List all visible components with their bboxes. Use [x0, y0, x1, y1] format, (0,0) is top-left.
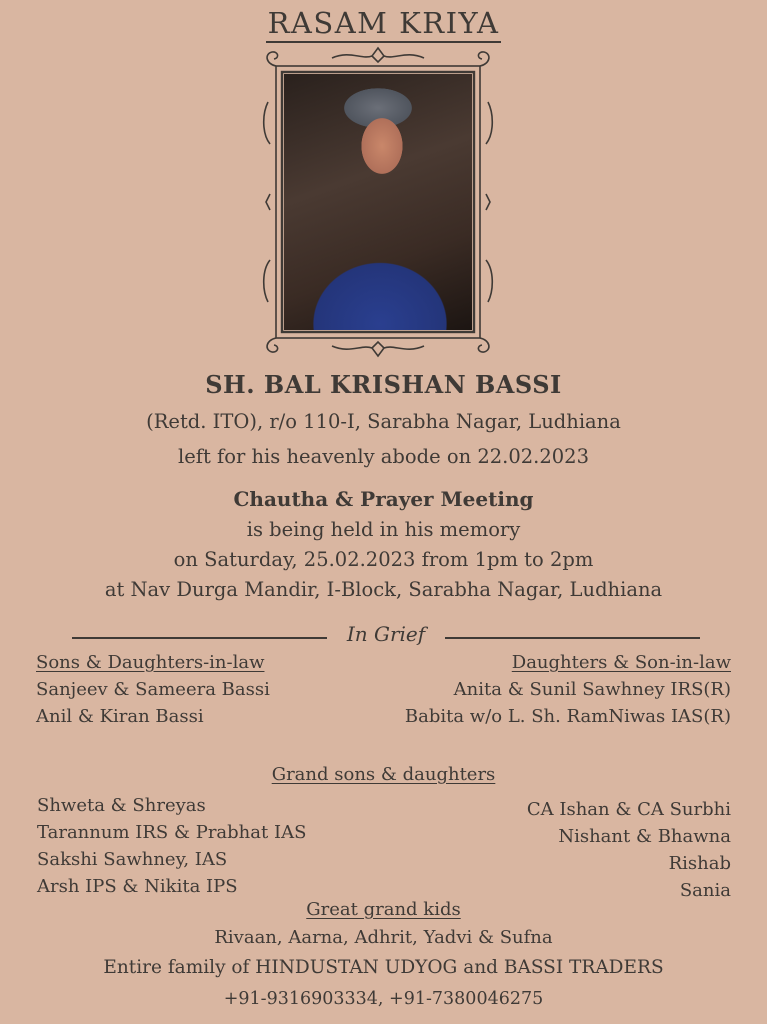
- list-item: CA Ishan & CA Surbhi: [526, 799, 731, 820]
- sons-section: [36, 649, 270, 730]
- meeting-line-3: at Nav Durga Mandir, I-Block, Sarabha Nagar, Ludhiana: [104, 578, 663, 601]
- divider-rule-right: [445, 637, 700, 639]
- list-item: Anita & Sunil Sawhney IRS(R): [453, 679, 731, 700]
- list-item: Tarannum IRS & Prabhat IAS: [37, 822, 307, 843]
- page-title: RASAM KRIYA: [0, 6, 767, 40]
- list-item: Arsh IPS & Nikita IPS: [37, 876, 238, 897]
- contact-phones: +91-9316903334, +91-7380046275: [223, 989, 544, 1009]
- portrait-photo: [284, 74, 472, 330]
- meeting-line-2: on Saturday, 25.02.2023 from 1pm to 2pm: [173, 548, 594, 571]
- list-item: Sanjeev & Sameera Bassi: [36, 679, 270, 700]
- deceased-name: SH. BAL KRISHAN BASSI: [205, 370, 562, 399]
- daughters-section: [405, 649, 731, 730]
- list-item: Sania: [679, 880, 731, 901]
- grandchildren-left: [37, 792, 306, 900]
- great-grand-kids-names: Rivaan, Aarna, Adhrit, Yadvi & Sufna: [214, 927, 553, 948]
- family-line: Entire family of HINDUSTAN UDYOG and BASSI TRADERS: [103, 957, 664, 978]
- list-item: Anil & Kiran Bassi: [36, 706, 204, 727]
- in-grief-label: In Grief: [346, 622, 426, 646]
- list-item: Rishab: [668, 853, 731, 874]
- meeting-heading: Chautha & Prayer Meeting: [233, 487, 534, 511]
- in-grief-divider: [72, 622, 700, 650]
- sons-heading: Sons & Daughters-in-law: [36, 652, 265, 673]
- list-item: Nishant & Bhawna: [558, 826, 731, 847]
- grandchildren-right: [527, 796, 731, 904]
- address-line: (Retd. ITO), r/o 110-I, Sarabha Nagar, Ludhiana: [146, 410, 621, 433]
- great-grand-kids-heading: Great grand kids: [306, 899, 461, 920]
- list-item: Babita w/o L. Sh. RamNiwas IAS(R): [404, 706, 731, 727]
- meeting-line-1: is being held in his memory: [246, 518, 521, 541]
- abode-line: left for his heavenly abode on 22.02.2023: [177, 445, 589, 468]
- daughters-heading: Daughters & Son-in-law: [511, 652, 731, 673]
- list-item: Sakshi Sawhney, IAS: [37, 849, 228, 870]
- grandchildren-heading: Grand sons & daughters: [271, 764, 496, 785]
- list-item: Shweta & Shreyas: [37, 795, 206, 816]
